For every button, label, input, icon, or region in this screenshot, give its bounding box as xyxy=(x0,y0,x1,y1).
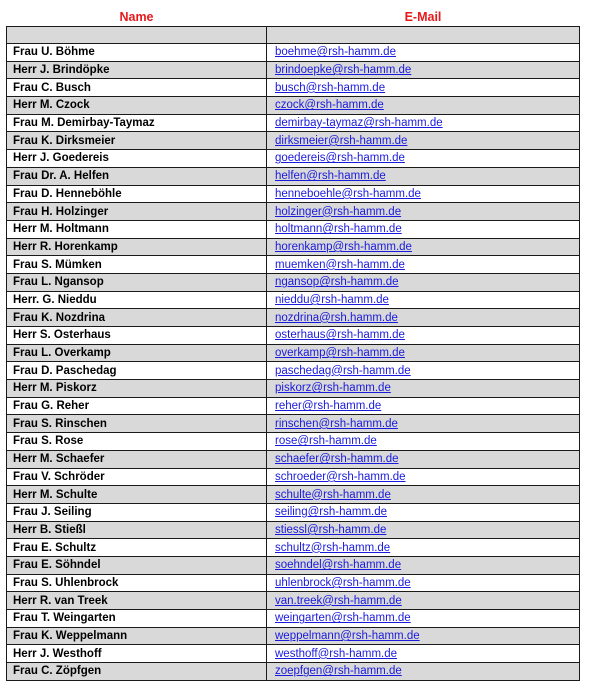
email-link[interactable]: dirksmeier@rsh-hamm.de xyxy=(275,134,408,147)
email-link[interactable]: overkamp@rsh-hamm.de xyxy=(275,347,405,360)
email-link[interactable]: helfen@rsh-hamm.de xyxy=(275,170,386,183)
table-row xyxy=(7,220,580,238)
contact-email-cell xyxy=(267,380,580,398)
contact-email-cell xyxy=(267,114,580,132)
contact-name: Herr R. van Treek xyxy=(7,592,267,610)
contact-email-cell xyxy=(267,203,580,221)
contact-email-cell xyxy=(267,663,580,681)
contact-name: Frau U. Böhme xyxy=(7,44,267,62)
contact-name: Herr M. Holtmann xyxy=(7,220,267,238)
email-link[interactable]: schulte@rsh-hamm.de xyxy=(275,488,391,501)
email-link[interactable]: schaefer@rsh-hamm.de xyxy=(275,453,399,466)
table-row xyxy=(7,167,580,185)
email-link[interactable]: muemken@rsh-hamm.de xyxy=(275,258,405,271)
table-row xyxy=(7,150,580,168)
contact-name: Frau D. Henneböhle xyxy=(7,185,267,203)
contact-name: Frau S. Mümken xyxy=(7,256,267,274)
contact-name: Frau K. Dirksmeier xyxy=(7,132,267,150)
table-body xyxy=(7,27,580,681)
table-row xyxy=(7,627,580,645)
contact-email-cell xyxy=(267,132,580,150)
email-link[interactable]: demirbay-taymaz@rsh-hamm.de xyxy=(275,117,443,130)
contact-name: Frau V. Schröder xyxy=(7,468,267,486)
email-link[interactable]: ngansop@rsh-hamm.de xyxy=(275,276,399,289)
email-link[interactable]: henneboehle@rsh-hamm.de xyxy=(275,187,421,200)
contact-name: Frau S. Rose xyxy=(7,433,267,451)
email-link[interactable]: brindoepke@rsh-hamm.de xyxy=(275,64,412,77)
contact-email-cell xyxy=(267,415,580,433)
table-row xyxy=(7,79,580,97)
email-link[interactable]: stiessl@rsh-hamm.de xyxy=(275,523,387,536)
email-link[interactable]: paschedag@rsh-hamm.de xyxy=(275,364,411,377)
contact-email-cell xyxy=(267,627,580,645)
contact-email-cell xyxy=(267,539,580,557)
email-link[interactable]: weppelmann@rsh-hamm.de xyxy=(275,630,420,643)
contact-email-cell xyxy=(267,645,580,663)
contact-email-cell xyxy=(267,503,580,521)
contact-email-cell xyxy=(267,574,580,592)
contact-name: Frau J. Seiling xyxy=(7,503,267,521)
table-row xyxy=(7,309,580,327)
blank-row xyxy=(7,27,580,44)
contact-email-cell xyxy=(267,556,580,574)
contact-email-cell xyxy=(267,433,580,451)
email-link[interactable]: van.treek@rsh-hamm.de xyxy=(275,594,402,607)
table-row xyxy=(7,185,580,203)
contact-email-cell xyxy=(267,185,580,203)
contact-email-cell xyxy=(267,238,580,256)
email-link[interactable]: piskorz@rsh-hamm.de xyxy=(275,382,391,395)
email-link[interactable]: boehme@rsh-hamm.de xyxy=(275,46,396,59)
contact-email-cell xyxy=(267,344,580,362)
table-row xyxy=(7,362,580,380)
table-row xyxy=(7,539,580,557)
table-row xyxy=(7,344,580,362)
contact-name: Frau G. Reher xyxy=(7,397,267,415)
email-link[interactable]: holtmann@rsh-hamm.de xyxy=(275,223,402,236)
email-link[interactable]: rinschen@rsh-hamm.de xyxy=(275,417,398,430)
table-row xyxy=(7,61,580,79)
table-row xyxy=(7,521,580,539)
table-row xyxy=(7,450,580,468)
contact-name: Herr J. Goedereis xyxy=(7,150,267,168)
email-link[interactable]: horenkamp@rsh-hamm.de xyxy=(275,240,412,253)
email-link[interactable]: reher@rsh-hamm.de xyxy=(275,400,382,413)
email-link[interactable]: goedereis@rsh-hamm.de xyxy=(275,152,405,165)
table-row xyxy=(7,132,580,150)
contact-name: Frau T. Weingarten xyxy=(7,610,267,628)
table-row xyxy=(7,97,580,115)
contact-table xyxy=(6,8,580,681)
table-row xyxy=(7,273,580,291)
contact-name: Frau L. Overkamp xyxy=(7,344,267,362)
contact-email-cell xyxy=(267,61,580,79)
contact-name: Frau K. Nozdrina xyxy=(7,309,267,327)
contact-name: Herr. G. Nieddu xyxy=(7,291,267,309)
table-row xyxy=(7,238,580,256)
contact-email-cell xyxy=(267,610,580,628)
email-link[interactable]: schultz@rsh-hamm.de xyxy=(275,541,391,554)
contact-name: Frau K. Weppelmann xyxy=(7,627,267,645)
blank-cell xyxy=(7,27,267,44)
table-row xyxy=(7,203,580,221)
table-row xyxy=(7,503,580,521)
email-link[interactable]: busch@rsh-hamm.de xyxy=(275,81,386,94)
contact-email-cell xyxy=(267,273,580,291)
email-link[interactable]: holzinger@rsh-hamm.de xyxy=(275,205,402,218)
contact-email-cell xyxy=(267,592,580,610)
contact-name: Herr J. Brindöpke xyxy=(7,61,267,79)
table-row xyxy=(7,468,580,486)
email-link[interactable]: nozdrina@rsh.hamm.de xyxy=(275,311,398,324)
contact-sheet xyxy=(6,8,579,681)
contact-email-cell xyxy=(267,167,580,185)
email-link[interactable]: westhoff@rsh-hamm.de xyxy=(275,647,398,660)
table-row xyxy=(7,592,580,610)
contact-name: Frau C. Zöpfgen xyxy=(7,663,267,681)
contact-name: Frau D. Paschedag xyxy=(7,362,267,380)
email-link[interactable]: rose@rsh-hamm.de xyxy=(275,435,377,448)
contact-email-cell xyxy=(267,450,580,468)
table-row xyxy=(7,574,580,592)
table-row xyxy=(7,327,580,345)
contact-name: Herr J. Westhoff xyxy=(7,645,267,663)
table-row xyxy=(7,433,580,451)
table-row xyxy=(7,415,580,433)
column-header-name: Name xyxy=(119,10,154,24)
contact-email-cell xyxy=(267,291,580,309)
contact-email-cell xyxy=(267,521,580,539)
contact-name: Frau S. Uhlenbrock xyxy=(7,574,267,592)
contact-name: Herr M. Czock xyxy=(7,97,267,115)
header-row xyxy=(7,8,580,27)
email-link[interactable]: osterhaus@rsh-hamm.de xyxy=(275,329,405,342)
email-link[interactable]: seiling@rsh-hamm.de xyxy=(275,506,388,519)
column-header-email: E-Mail xyxy=(404,10,442,24)
table-row xyxy=(7,397,580,415)
contact-name: Frau S. Rinschen xyxy=(7,415,267,433)
table-row xyxy=(7,645,580,663)
contact-email-cell xyxy=(267,256,580,274)
email-link[interactable]: zoepfgen@rsh-hamm.de xyxy=(275,665,402,678)
contact-name: Herr M. Piskorz xyxy=(7,380,267,398)
table-row xyxy=(7,486,580,504)
table-row xyxy=(7,256,580,274)
contact-name: Herr M. Schulte xyxy=(7,486,267,504)
contact-name: Frau E. Söhndel xyxy=(7,556,267,574)
table-row xyxy=(7,44,580,62)
contact-email-cell xyxy=(267,79,580,97)
contact-email-cell xyxy=(267,150,580,168)
table-row xyxy=(7,556,580,574)
table-row xyxy=(7,663,580,681)
contact-name: Frau Dr. A. Helfen xyxy=(7,167,267,185)
contact-email-cell xyxy=(267,309,580,327)
email-link[interactable]: soehndel@rsh-hamm.de xyxy=(275,559,402,572)
contact-name: Herr M. Schaefer xyxy=(7,450,267,468)
contact-email-cell xyxy=(267,327,580,345)
table-row xyxy=(7,610,580,628)
table-row xyxy=(7,291,580,309)
blank-cell xyxy=(267,27,580,44)
contact-name: Frau E. Schultz xyxy=(7,539,267,557)
contact-email-cell xyxy=(267,397,580,415)
contact-email-cell xyxy=(267,362,580,380)
email-link[interactable]: nieddu@rsh-hamm.de xyxy=(275,293,389,306)
table-row xyxy=(7,380,580,398)
contact-email-cell xyxy=(267,486,580,504)
email-link[interactable]: uhlenbrock@rsh-hamm.de xyxy=(275,576,411,589)
contact-email-cell xyxy=(267,44,580,62)
contact-name: Frau M. Demirbay-Taymaz xyxy=(7,114,267,132)
contact-email-cell xyxy=(267,220,580,238)
email-link[interactable]: schroeder@rsh-hamm.de xyxy=(275,470,406,483)
contact-name: Herr S. Osterhaus xyxy=(7,327,267,345)
email-link[interactable]: weingarten@rsh-hamm.de xyxy=(275,612,411,625)
contact-email-cell xyxy=(267,97,580,115)
contact-name: Frau L. Ngansop xyxy=(7,273,267,291)
contact-name: Frau H. Holzinger xyxy=(7,203,267,221)
contact-name: Herr B. Stießl xyxy=(7,521,267,539)
contact-name: Herr R. Horenkamp xyxy=(7,238,267,256)
email-link[interactable]: czock@rsh-hamm.de xyxy=(275,99,384,112)
contact-name: Frau C. Busch xyxy=(7,79,267,97)
contact-email-cell xyxy=(267,468,580,486)
table-row xyxy=(7,114,580,132)
